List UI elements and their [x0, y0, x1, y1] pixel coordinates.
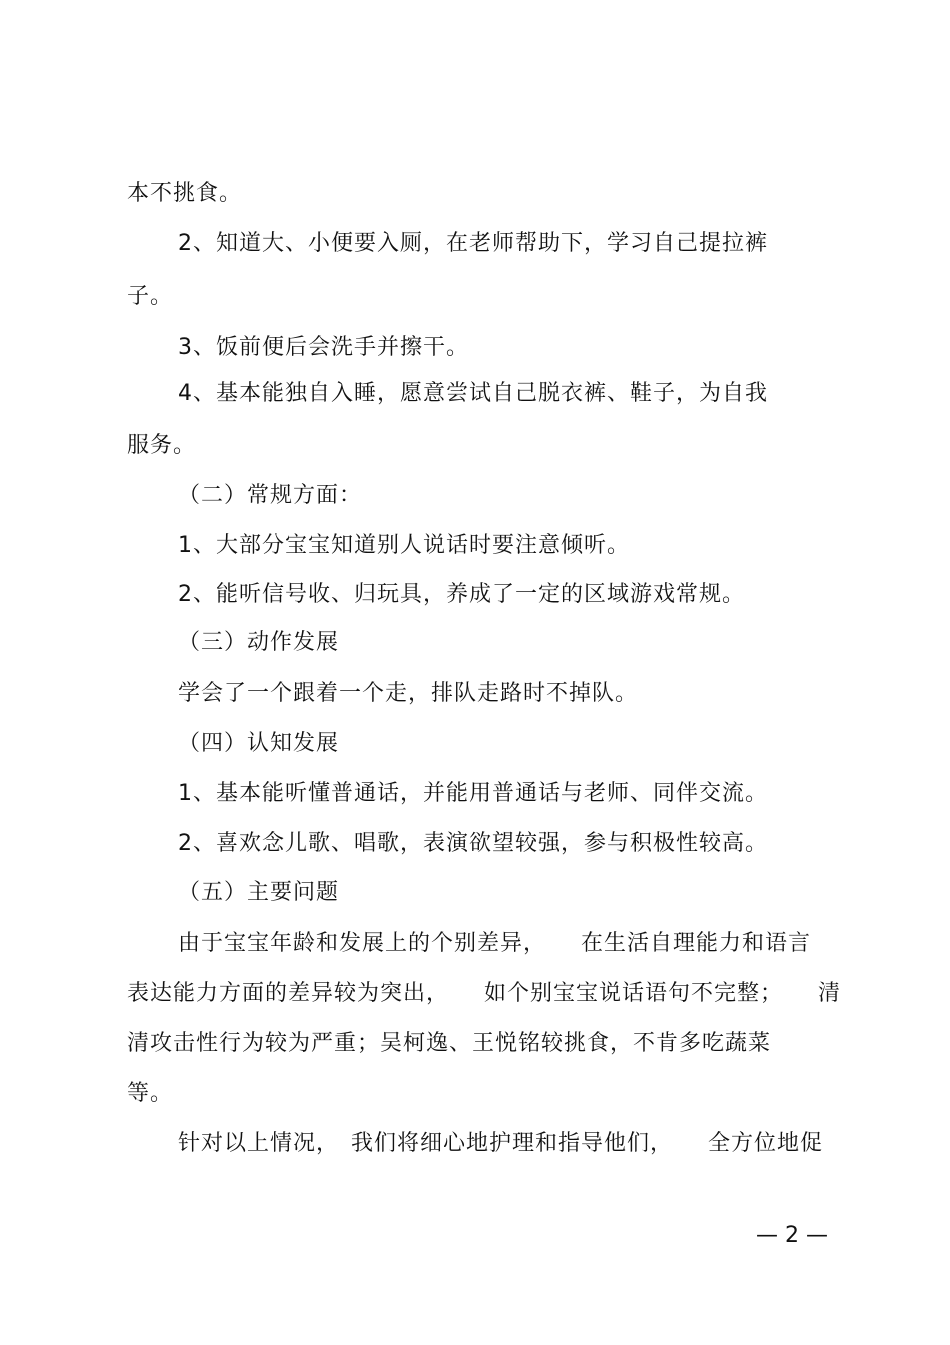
section-heading: （四）认知发展	[178, 731, 340, 756]
text-line: 表达能力方面的差异较为突出， 如个别宝宝说话语句不完整； 清	[127, 981, 842, 1006]
text-line: 由于宝宝年龄和发展上的个别差异， 在生活自理能力和语言	[178, 931, 812, 956]
section-heading: （二）常规方面：	[178, 483, 363, 508]
section-heading: （五）主要问题	[178, 880, 340, 905]
text-line: 2、知道大、小便要入厕，在老师帮助下，学习自己提拉裤	[178, 231, 768, 256]
page-number: — 2 —	[756, 1223, 828, 1248]
text-line: 4、基本能独自入睡，愿意尝试自己脱衣裤、鞋子，为自我	[178, 381, 768, 406]
text-line: 服务。	[127, 433, 197, 458]
section-heading: （三）动作发展	[178, 630, 340, 655]
text-line: 1、基本能听懂普通话，并能用普通话与老师、同伴交流。	[178, 781, 768, 806]
text-line: 2、喜欢念儿歌、唱歌，表演欲望较强，参与积极性较高。	[178, 831, 768, 856]
text-line: 针对以上情况， 我们将细心地护理和指导他们， 全方位地促	[178, 1131, 824, 1156]
text-line: 3、饭前便后会洗手并擦干。	[178, 335, 469, 360]
text-line: 清攻击性行为较为严重；吴柯逸、王悦铭较挑食，不肯多吃蔬菜	[127, 1031, 772, 1056]
text-line: 等。	[127, 1081, 174, 1106]
text-line: 本不挑食。	[127, 181, 243, 206]
text-line: 学会了一个跟着一个走，排队走路时不掉队。	[178, 681, 639, 706]
text-line: 2、能听信号收、归玩具，养成了一定的区域游戏常规。	[178, 582, 745, 607]
text-line: 1、大部分宝宝知道别人说话时要注意倾听。	[178, 533, 630, 558]
text-line: 子。	[127, 284, 174, 309]
